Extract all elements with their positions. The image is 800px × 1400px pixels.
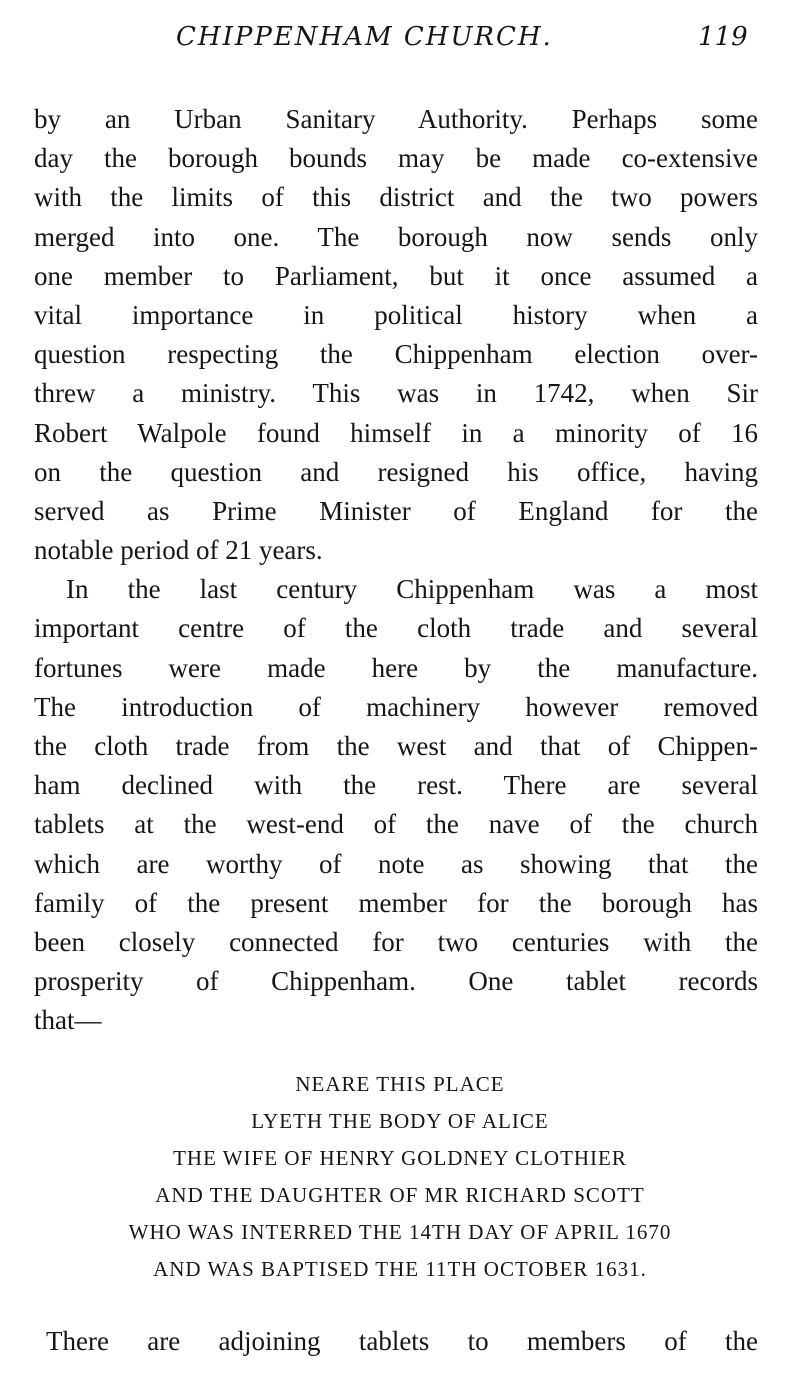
text-line: important centre of the cloth trade and several — [34, 613, 758, 644]
text-line: notable period of 21 years. — [34, 535, 323, 566]
text-line: prosperity of Chippenham. One tablet records — [34, 966, 758, 997]
text-line: family of the present member for the borough has — [34, 887, 758, 918]
text-line: There are adjoining tablets to members of the — [46, 1326, 758, 1356]
inscription-line: AND WAS BAPTISED THE 11TH OCTOBER 1631. — [153, 1257, 647, 1281]
body-text — [34, 100, 758, 1041]
inscription-line: WHO WAS INTERRED THE 14TH DAY OF APRIL 1670 — [128, 1220, 672, 1244]
text-line: on the question and resigned his office, having — [34, 456, 758, 487]
text-line: with the limits of this district and the two powers — [34, 182, 758, 213]
text-line: one member to Parliament, but it once assumed a — [34, 260, 758, 291]
paragraph-1 — [34, 100, 758, 570]
text-line: The introduction of machinery however removed — [34, 691, 758, 722]
paragraph-2 — [34, 570, 758, 1040]
inscription-line: NEARE THIS PLACE — [295, 1072, 505, 1096]
page-number: 119 — [698, 22, 748, 52]
text-line: by an Urban Sanitary Authority. Perhaps some — [34, 104, 758, 134]
paragraph-3 — [46, 1322, 758, 1361]
text-line: vital importance in political history when a — [34, 299, 758, 330]
text-line: In the last century Chippenham was a most — [66, 574, 758, 605]
inscription-line: THE WIFE OF HENRY GOLDNEY CLOTHIER — [173, 1146, 627, 1170]
text-line: fortunes were made here by the manufacture. — [34, 652, 758, 683]
text-line: Robert Walpole found himself in a minority of 16 — [34, 417, 758, 448]
text-line: ham declined with the rest. There are several — [34, 770, 758, 801]
text-line: been closely connected for two centuries with the — [34, 926, 758, 957]
text-line: threw a ministry. This was in 1742, when Sir — [34, 378, 758, 409]
text-line: which are worthy of note as showing that the — [34, 848, 758, 879]
running-head — [0, 22, 800, 62]
text-line: served as Prime Minister of England for the — [34, 495, 758, 526]
text-line: the cloth trade from the west and that of Chippen- — [34, 731, 758, 761]
inscription-line: AND THE DAUGHTER OF MR RICHARD SCOTT — [155, 1183, 645, 1207]
text-line: merged into one. The borough now sends only — [34, 221, 758, 252]
running-title: CHIPPENHAM CHURCH. — [176, 22, 553, 52]
text-line: tablets at the west-end of the nave of the church — [34, 809, 758, 840]
text-line: day the borough bounds may be made co-extensive — [34, 143, 758, 174]
text-line: question respecting the Chippenham election over- — [34, 339, 758, 370]
text-line: that— — [34, 1005, 102, 1036]
inscription-line: LYETH THE BODY OF ALICE — [251, 1109, 549, 1133]
tablet-inscription — [0, 1066, 800, 1288]
